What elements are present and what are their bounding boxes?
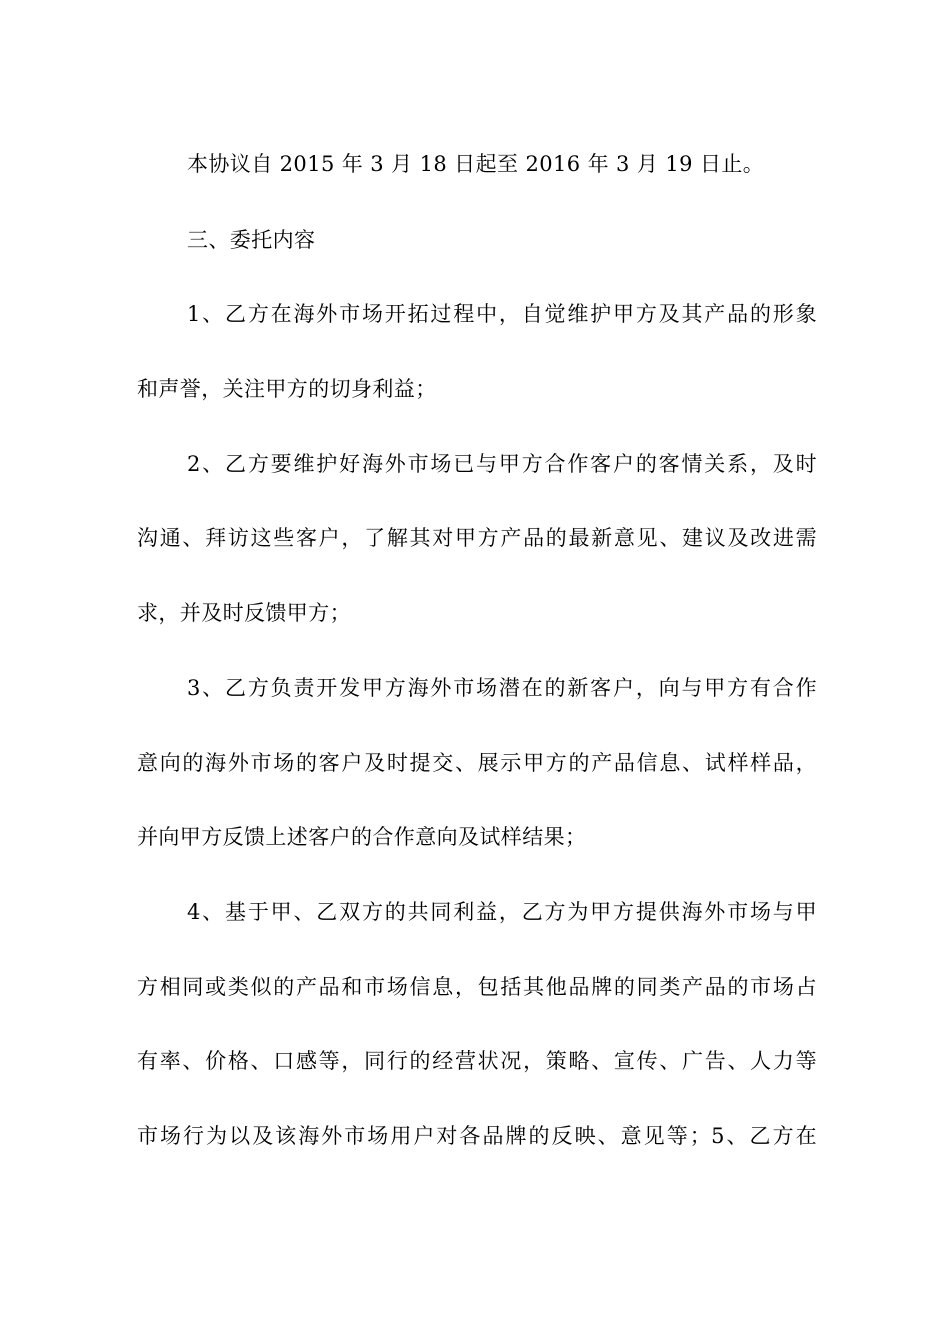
clause-4-line-3: 有率、价格、口感等，同行的经营状况，策略、宣传、广告、人力等 — [137, 1049, 817, 1073]
clause-1-line-1: 1、乙方在海外市场开拓过程中，自觉维护甲方及其产品的形象 — [187, 302, 817, 326]
section-heading: 三、委托内容 — [187, 228, 316, 252]
clause-1-line-2: 和声誉，关注甲方的切身利益； — [137, 377, 437, 401]
clause-4-line-2: 方相同或类似的产品和市场信息，包括其他品牌的同类产品的市场占 — [137, 975, 817, 999]
clause-2-line-1: 2、乙方要维护好海外市场已与甲方合作客户的客情关系，及时 — [187, 452, 817, 476]
clause-2-line-3: 求，并及时反馈甲方； — [137, 601, 351, 625]
clause-3-line-3: 并向甲方反馈上述客户的合作意向及试样结果； — [137, 825, 587, 849]
clause-2-line-2: 沟通、拜访这些客户，了解其对甲方产品的最新意见、建议及改进需 — [137, 526, 817, 550]
clause-3-line-1: 3、乙方负责开发甲方海外市场潜在的新客户，向与甲方有合作 — [187, 676, 817, 700]
clause-4-line-4: 市场行为以及该海外市场用户对各品牌的反映、意见等；5、乙方在 — [137, 1124, 817, 1148]
clause-4-line-1: 4、基于甲、乙双方的共同利益，乙方为甲方提供海外市场与甲 — [187, 900, 817, 924]
agreement-term-line: 本协议自 2015 年 3 月 18 日起至 2016 年 3 月 19 日止。 — [187, 152, 765, 176]
clause-3-line-2: 意向的海外市场的客户及时提交、展示甲方的产品信息、试样样品， — [137, 751, 817, 775]
